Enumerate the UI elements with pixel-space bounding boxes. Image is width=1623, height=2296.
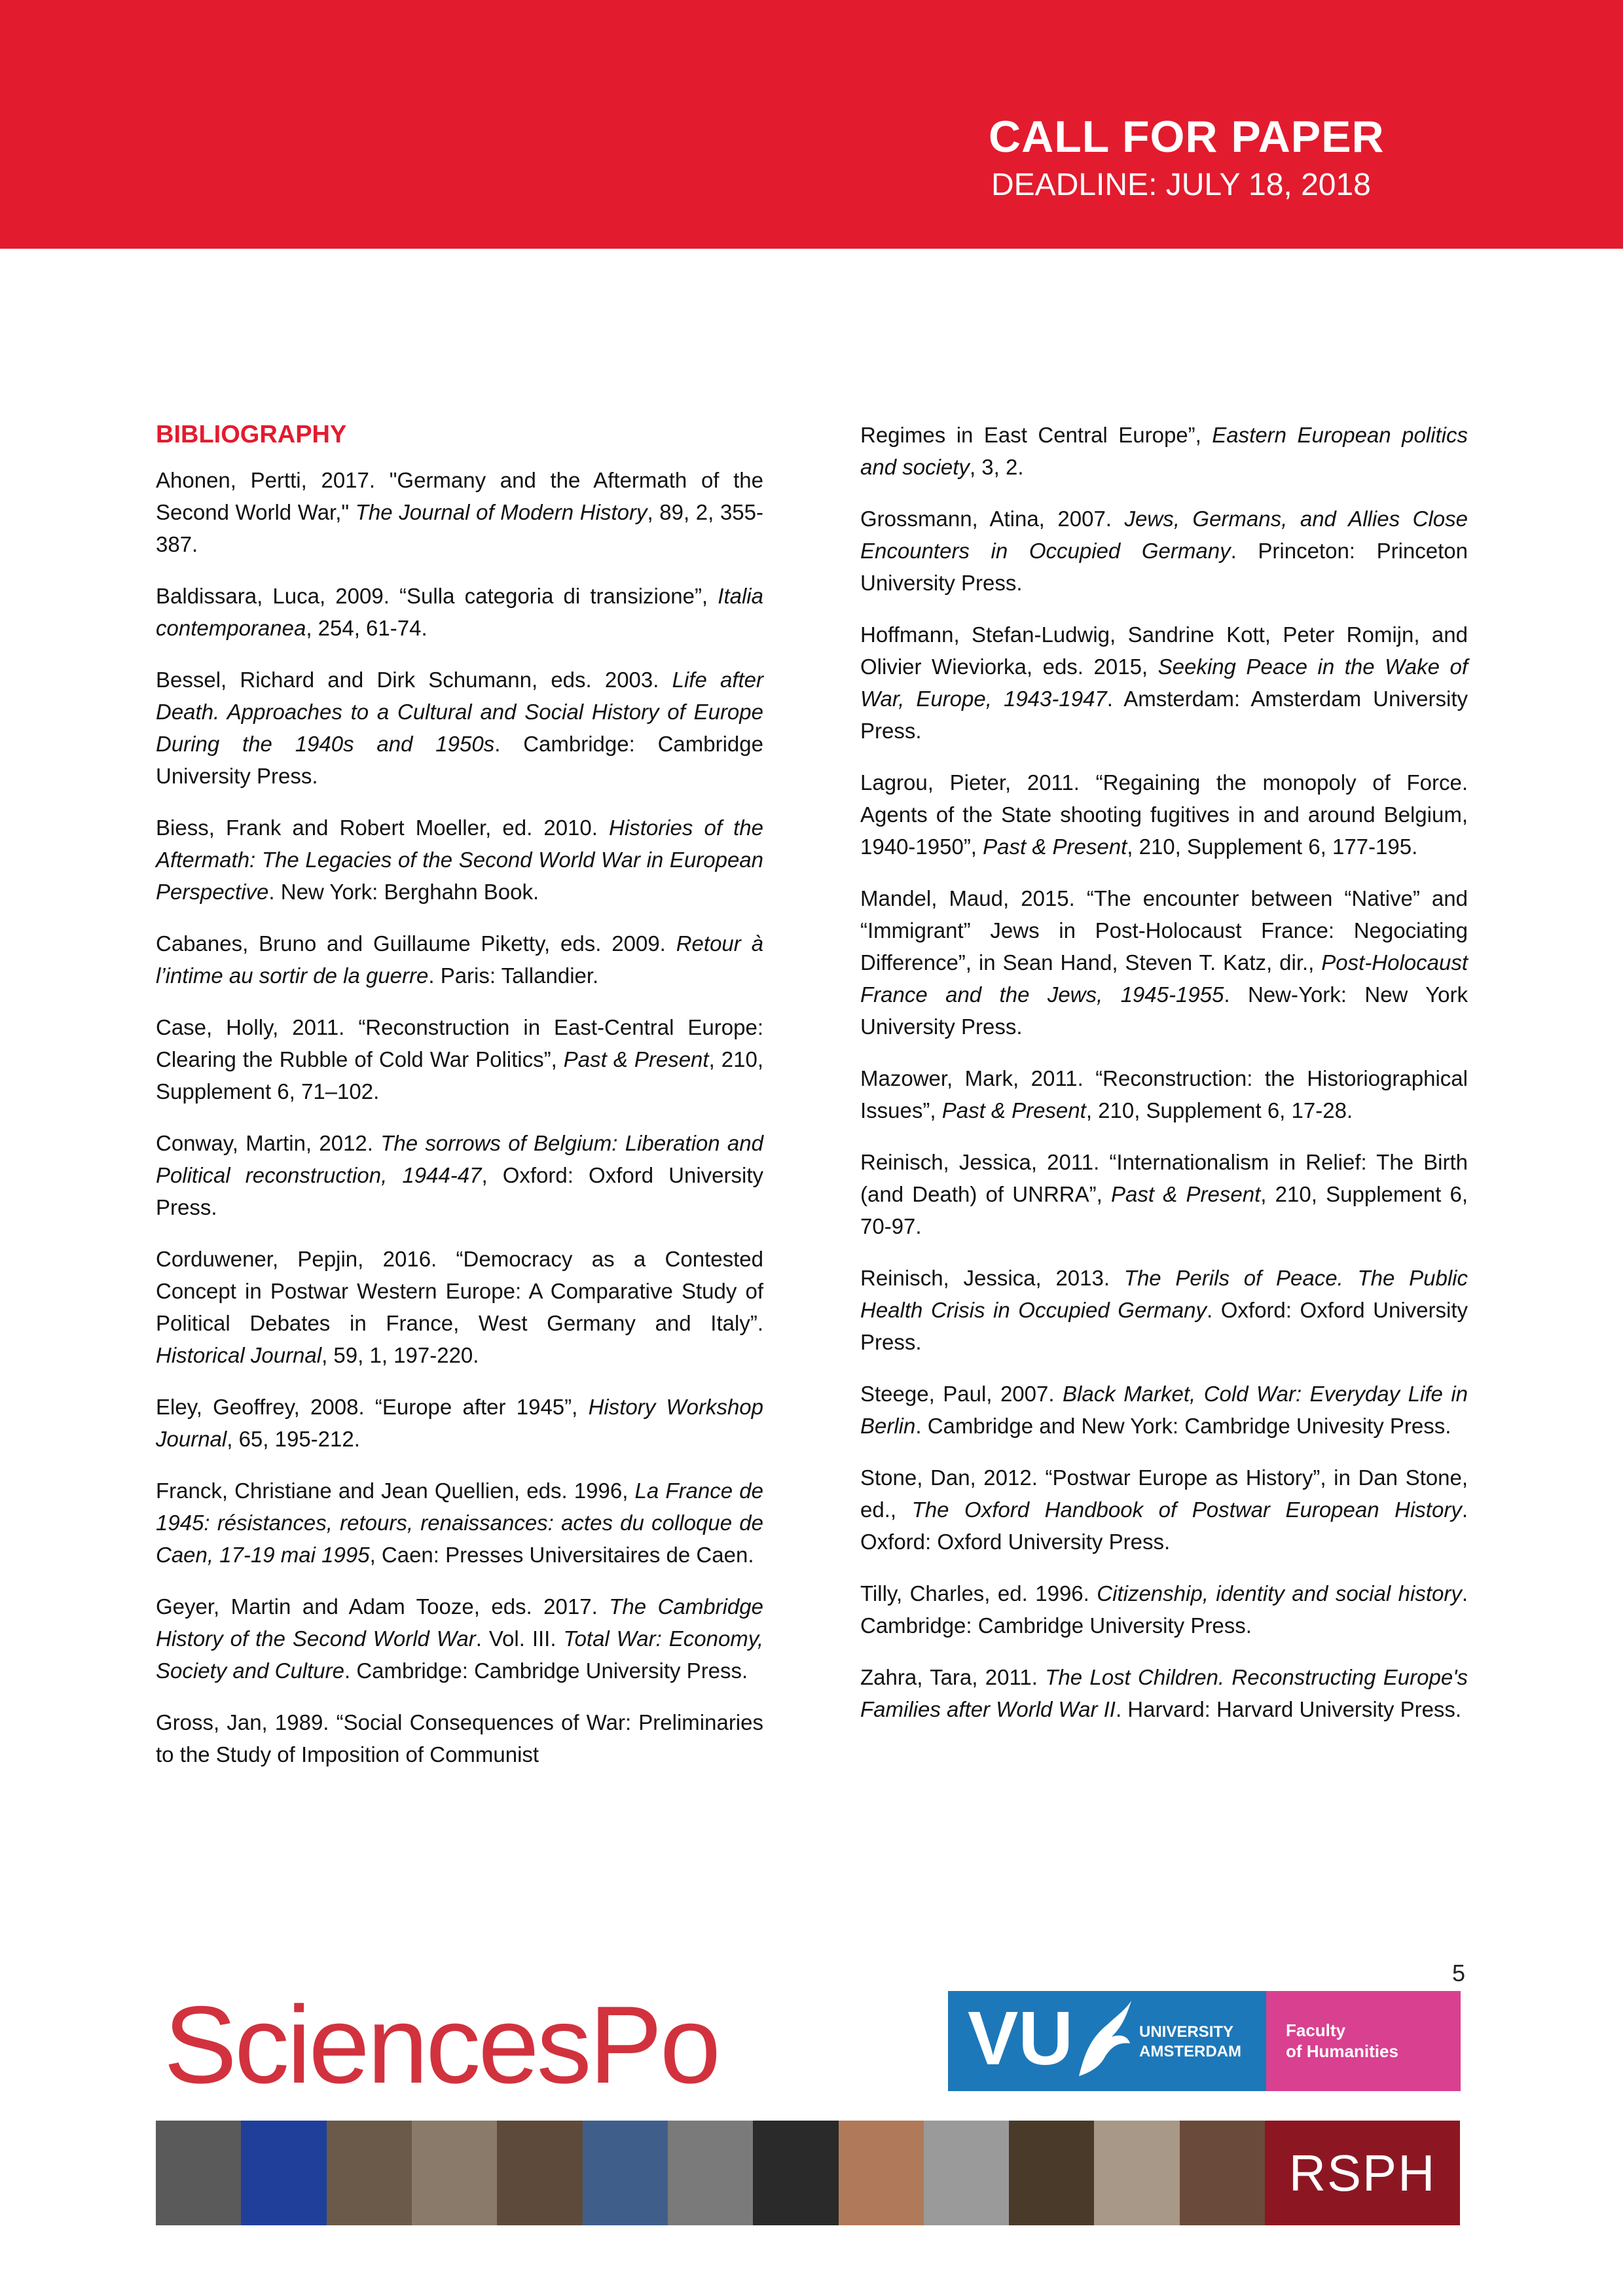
entry-title: The Oxford Handbook of Postwar European History (911, 1498, 1462, 1522)
vu-line1: UNIVERSITY (1139, 2023, 1234, 2041)
entry-text: Mazower, Mark, 2011. “Reconstruction: the Historiographical Issues”, (860, 1066, 1468, 1122)
entry-text: Gross, Jan, 1989. “Social Consequences of War: Preliminaries to the Study of Imposition of Communist (156, 1710, 763, 1767)
entry-title: Eastern European politics and society (860, 423, 1468, 479)
entry-text: . Princeton: Princeton University Press. (860, 539, 1468, 595)
entry-title: La France de 1945: résistances, retours, renaissances: actes du colloque de Caen, 17-19 mai 1995 (156, 1479, 763, 1567)
bibliography-entry (156, 927, 763, 992)
entry-title: Retour à l’intime au sortir de la guerre (156, 931, 763, 988)
entry-text: , 59, 1, 197-220. (321, 1343, 479, 1367)
vu-logo-panel (948, 1991, 1266, 2091)
entry-text: . Oxford: Oxford University Press. (860, 1498, 1468, 1554)
faculty-logo-panel (1266, 1991, 1461, 2091)
vu-amsterdam-logo (948, 1991, 1461, 2091)
entry-text: Baldissara, Luca, 2009. “Sulla categoria di transizione”, (156, 584, 718, 608)
entry-text: . Amsterdam: Amsterdam University Press. (860, 687, 1468, 743)
bibliography-entry (156, 664, 763, 792)
entry-title: Past & Present (941, 1098, 1086, 1122)
entry-title: Seeking Peace in the Wake of War, Europe, 1943-1947 (860, 655, 1468, 711)
strip-photo (924, 2121, 1009, 2225)
entry-title: Past & Present (983, 834, 1127, 859)
strip-photo (753, 2121, 838, 2225)
faculty-wordmark (1286, 2020, 1398, 2062)
vu-wordmark (1139, 2022, 1241, 2062)
entry-text: . Vol. III. (475, 1626, 564, 1651)
strip-photo (241, 2121, 326, 2225)
entry-title: Historical Journal (156, 1343, 322, 1367)
entry-title: Past & Present (563, 1047, 709, 1071)
entry-text: , 210, Supplement 6, 177-195. (1127, 834, 1418, 859)
bibliography-entry (156, 464, 763, 560)
entry-title: Black Market, Cold War: Everyday Life in Berlin (860, 1382, 1468, 1438)
bibliography-left-column (156, 419, 763, 1790)
bibliography-entry (156, 1127, 763, 1223)
bibliography-entry (860, 1577, 1468, 1641)
bibliography-entry (860, 419, 1468, 483)
sciencespo-logo: SciencesPo (164, 1983, 719, 2106)
call-for-paper-title: CALL FOR PAPER (989, 112, 1385, 162)
bibliography-entry (860, 766, 1468, 863)
entry-text: . Cambridge: Cambridge University Press. (156, 732, 763, 788)
entry-text: Hoffmann, Stefan-Ludwig, Sandrine Kott, Peter Romijn, and Olivier Wieviorka, eds. 2015, (860, 622, 1468, 679)
entry-title: Life after Death. Approaches to a Cultural and Social History of Europe During the 1940s and 1950s (156, 668, 763, 756)
strip-photo (412, 2121, 497, 2225)
entry-title: Citizenship, identity and social history (1097, 1581, 1462, 1605)
entry-text: . Paris: Tallandier. (428, 963, 599, 988)
entry-title: The Perils of Peace. The Public Health Crisis in Occupied Germany (860, 1266, 1468, 1322)
entry-text: Geyer, Martin and Adam Tooze, eds. 2017. (156, 1594, 610, 1619)
vu-mark: VU (968, 1996, 1074, 2081)
entry-text: Stone, Dan, 2012. “Postwar Europe as History”, in Dan Stone, ed., (860, 1465, 1468, 1522)
bibliography-entry (860, 1462, 1468, 1558)
entry-text: . Cambridge: Cambridge University Press. (860, 1581, 1468, 1638)
entry-text: . Harvard: Harvard University Press. (1115, 1697, 1462, 1721)
strip-photo (327, 2121, 412, 2225)
bibliography-entry (860, 1378, 1468, 1442)
entry-text: Case, Holly, 2011. “Reconstruction in East-Central Europe: Clearing the Rubble of Cold War Politics”, (156, 1015, 763, 1071)
entry-text: . Oxford: Oxford University Press. (860, 1298, 1468, 1354)
bibliography-entry (860, 1661, 1468, 1725)
entry-title: Post-Holocaust France and the Jews, 1945-1955 (860, 950, 1468, 1007)
griffin-icon (1072, 1998, 1135, 2083)
entry-text: , 210, Supplement 6, 17-28. (1085, 1098, 1353, 1122)
header-banner (0, 0, 1623, 249)
entry-text: Tilly, Charles, ed. 1996. (860, 1581, 1097, 1605)
entry-text: Grossmann, Atina, 2007. (860, 507, 1125, 531)
strip-photo (1094, 2121, 1179, 2225)
strip-photo (1180, 2121, 1265, 2225)
strip-photo (583, 2121, 668, 2225)
vu-line2: AMSTERDAM (1139, 2043, 1241, 2060)
bibliography-entry (156, 1706, 763, 1770)
entry-text: Mandel, Maud, 2015. “The encounter between “Native” and “Immigrant” Jews in Post-Holocaust France: Negociating Difference”, in Sean Hand, Steven T. Katz, dir., (860, 886, 1468, 975)
bibliography-entry (156, 1590, 763, 1687)
entry-text: , 254, 61-74. (306, 616, 428, 640)
entry-text: , Oxford: Oxford University Press. (156, 1163, 764, 1219)
rsph-logo: RSPH (1265, 2121, 1460, 2225)
entry-text: Conway, Martin, 2012. (156, 1131, 381, 1155)
entry-title: History Workshop Journal (156, 1395, 764, 1451)
bibliography-entry (860, 619, 1468, 747)
entry-text: Franck, Christiane and Jean Quellien, eds. 1996, (156, 1479, 635, 1503)
strip-photo (497, 2121, 582, 2225)
bibliography-entry (156, 1391, 763, 1455)
entry-text: Zahra, Tara, 2011. (860, 1665, 1046, 1689)
bibliography-entry (156, 1011, 763, 1107)
entry-title: Jews, Germans, and Allies Close Encounters in Occupied Germany (860, 507, 1468, 563)
image-strip (156, 2121, 1460, 2225)
entry-text: , 3, 2. (969, 455, 1024, 479)
entry-text: Bessel, Richard and Dirk Schumann, eds. 2003. (156, 668, 672, 692)
bibliography-entry (156, 1243, 763, 1371)
entry-text: . New York: Berghahn Book. (268, 880, 539, 904)
entry-title: Total War: Economy, Society and Culture (156, 1626, 764, 1683)
bibliography-right-column (860, 419, 1468, 1745)
faculty-line1: Faculty (1286, 2020, 1346, 2040)
entry-text: Lagrou, Pieter, 2011. “Regaining the monopoly of Force. Agents of the State shooting fugitives in and around Belgium, 1940-1950”, (860, 770, 1468, 859)
entry-text: Biess, Frank and Robert Moeller, ed. 2010. (156, 816, 610, 840)
entry-text: . Cambridge: Cambridge University Press. (344, 1659, 748, 1683)
strip-photo (156, 2121, 241, 2225)
bibliography-entry (860, 1062, 1468, 1126)
entry-text: , Caen: Presses Universitaires de Caen. (369, 1543, 754, 1567)
entry-text: Reinisch, Jessica, 2013. (860, 1266, 1124, 1290)
strip-photo (1009, 2121, 1094, 2225)
entry-text: . New-York: New York University Press. (860, 982, 1468, 1039)
bibliography-entry (156, 812, 763, 908)
strip-photo (668, 2121, 753, 2225)
faculty-line2: of Humanities (1286, 2041, 1398, 2061)
bibliography-entry (860, 1146, 1468, 1242)
entry-text: Regimes in East Central Europe”, (860, 423, 1213, 447)
entry-title: Histories of the Aftermath: The Legacies of the Second World War in European Perspective (156, 816, 764, 904)
entry-text: Corduwener, Pepjin, 2016. “Democracy as a Contested Concept in Postwar Western Europe: A Comparative Study of Political Debates in France, West Germany and Italy”. (156, 1247, 763, 1335)
strip-photo (839, 2121, 924, 2225)
entry-text: Cabanes, Bruno and Guillaume Piketty, eds. 2009. (156, 931, 676, 956)
entry-title: The Cambridge History of the Second World War (156, 1594, 763, 1651)
entry-title: The Journal of Modern History (355, 500, 647, 524)
entry-text: , 89, 2, 355-387. (156, 500, 763, 556)
entry-text: , 210, Supplement 6, 71–102. (156, 1047, 763, 1103)
page-number: 5 (1452, 1960, 1466, 1986)
entry-text: Steege, Paul, 2007. (860, 1382, 1063, 1406)
entry-text: Eley, Geoffrey, 2008. “Europe after 1945”, (156, 1395, 589, 1419)
entry-text: Ahonen, Pertti, 2017. "Germany and the Aftermath of the Second World War," (156, 468, 763, 524)
entry-text: Reinisch, Jessica, 2011. “Internationalism in Relief: The Birth (and Death) of UNRRA”, (860, 1150, 1468, 1206)
entry-title: The sorrows of Belgium: Liberation and Political reconstruction, 1944-47 (156, 1131, 763, 1187)
bibliography-entry (156, 580, 763, 644)
entry-title: Past & Present (1111, 1182, 1261, 1206)
bibliography-heading: BIBLIOGRAPHY (156, 421, 347, 448)
entry-text: . Cambridge and New York: Cambridge Univesity Press. (915, 1414, 1451, 1438)
entry-text: , 210, Supplement 6, 70-97. (860, 1182, 1468, 1238)
entry-text: , 65, 195-212. (227, 1427, 360, 1451)
bibliography-entry (860, 503, 1468, 599)
entry-title: The Lost Children. Reconstructing Europe's Families after World War II (860, 1665, 1468, 1721)
bibliography-entry (860, 1262, 1468, 1358)
deadline-text: DEADLINE: JULY 18, 2018 (991, 168, 1371, 202)
entry-title: Italia contemporanea (156, 584, 763, 640)
bibliography-entry (860, 882, 1468, 1043)
bibliography-entry (156, 1475, 763, 1571)
